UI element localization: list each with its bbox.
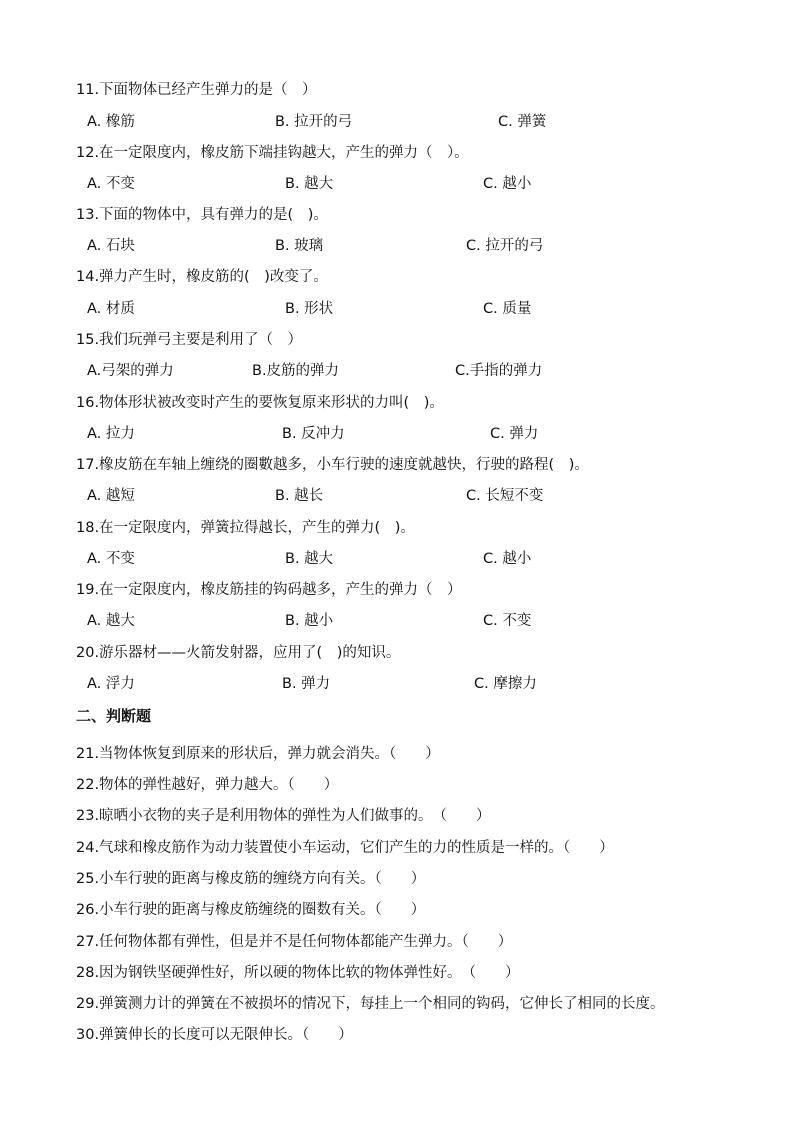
q13-option-c: C. 拉开的弓 (466, 238, 544, 254)
q13-option-b: B. 玻璃 (275, 238, 324, 254)
question-24: 24.气球和橡皮筋作为动力装置使小车运动，它们产生的力的性质是一样的。（ ） (76, 840, 614, 856)
q20-option-b: B. 弹力 (282, 676, 331, 692)
q20-option-a: A. 浮力 (87, 676, 135, 692)
question-29: 29.弹簧测力计的弹簧在不被损坏的情况下，每挂上一个相同的钩码，它伸长了相同的长度。 (76, 996, 665, 1012)
question-22: 22.物体的弹性越好，弹力越大。（ ） (76, 777, 339, 793)
q11-option-c: C. 弹簧 (498, 114, 547, 130)
question-21: 21.当物体恢复到原来的形状后，弹力就会消失。（ ） (76, 746, 440, 762)
question-19: 19.在一定限度内，橡皮筋挂的钩码越多，产生的弹力（ ） (76, 582, 462, 598)
q12-option-c: C. 越小 (483, 176, 532, 192)
q11-option-a: A. 橡筋 (87, 114, 135, 130)
q19-option-a: A. 越大 (87, 613, 135, 629)
question-14: 14.弹力产生时，橡皮筋的( )改变了。 (76, 269, 328, 285)
q15-option-b: B.皮筋的弹力 (252, 363, 340, 379)
q19-option-c: C. 不变 (483, 613, 532, 629)
question-26: 26.小车行驶的距离与橡皮筋缠绕的圈数有关。（ ） (76, 902, 426, 918)
q12-option-b: B. 越大 (285, 176, 334, 192)
q12-option-a: A. 不变 (87, 176, 135, 192)
q17-option-a: A. 越短 (87, 488, 135, 504)
question-27: 27.任何物体都有弹性，但是并不是任何物体都能产生弹力。（ ） (76, 934, 513, 950)
q15-option-a: A.弓架的弹力 (87, 363, 174, 379)
q17-option-c: C. 长短不变 (466, 488, 544, 504)
q16-option-a: A. 拉力 (87, 426, 135, 442)
question-28: 28.因为钢铁坚硬弹性好，所以硬的物体比软的物体弹性好。 （ ） (76, 965, 520, 981)
q14-option-c: C. 质量 (483, 301, 532, 317)
question-23: 23.晾晒小衣物的夹子是利用物体的弹性为人们做事的。 （ ） (76, 808, 491, 824)
q20-option-c: C. 摩擦力 (474, 676, 537, 692)
q18-option-c: C. 越小 (483, 551, 532, 567)
q19-option-b: B. 越小 (285, 613, 334, 629)
q11-option-b: B. 拉开的弓 (275, 114, 353, 130)
question-18: 18.在一定限度内，弹簧拉得越长，产生的弹力( )。 (76, 520, 415, 536)
question-11: 11.下面物体已经产生弹力的是（ ） (76, 82, 317, 98)
question-17: 17.橡皮筋在车轴上缠绕的圈數越多，小车行驶的速度就越快，行驶的路程( )。 (76, 457, 589, 473)
q16-option-c: C. 弹力 (490, 426, 539, 442)
q18-option-b: B. 越大 (285, 551, 334, 567)
q17-option-b: B. 越长 (275, 488, 324, 504)
q14-option-a: A. 材质 (87, 301, 135, 317)
q13-option-a: A. 石块 (87, 238, 135, 254)
q16-option-b: B. 反冲力 (282, 426, 345, 442)
question-15: 15.我们玩弹弓主要是利用了（ ） (76, 332, 303, 348)
q14-option-b: B. 形状 (285, 301, 334, 317)
question-25: 25.小车行驶的距离与橡皮筋的缠绕方向有关。（ ） (76, 871, 426, 887)
question-16: 16.物体形状被改变时产生的要恢复原来形状的力叫( )。 (76, 395, 444, 411)
question-30: 30.弹簧伸长的长度可以无限伸长。（ ） (76, 1027, 353, 1043)
section-title-judgement: 二、判断题 (76, 707, 152, 725)
q18-option-a: A. 不变 (87, 551, 135, 567)
q15-option-c: C.手指的弹力 (455, 363, 543, 379)
question-20: 20.游乐器材——火箭发射器，应用了( )的知识。 (76, 645, 401, 661)
question-13: 13.下面的物体中，具有弹力的是( )。 (76, 207, 328, 223)
question-12: 12.在一定限度内，橡皮筋下端挂钩越大，产生的弹力（ ）。 (76, 145, 469, 161)
